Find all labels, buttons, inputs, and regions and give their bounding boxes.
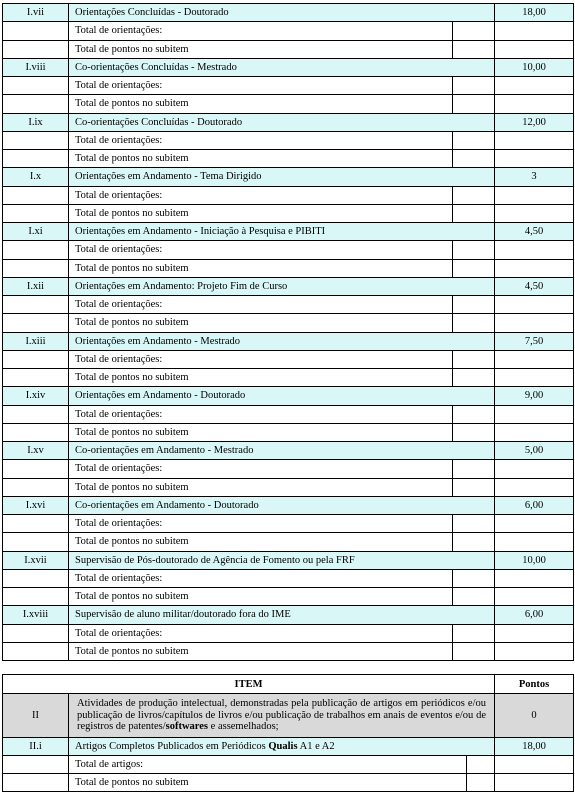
subtotal-label: Total de orientações: — [69, 405, 453, 423]
value-cell[interactable] — [495, 22, 574, 40]
value-cell[interactable] — [495, 186, 574, 204]
subtotal-orientations-row — [3, 460, 574, 478]
item-code: I.viii — [3, 58, 69, 76]
blank-cell — [3, 296, 69, 314]
count-input-cell[interactable] — [453, 460, 495, 478]
subtotal-orientations-row — [3, 296, 574, 314]
item-description: Co-orientações em Andamento - Doutorado — [69, 496, 495, 514]
item-code: I.xii — [3, 277, 69, 295]
subtotal-points-row — [3, 204, 574, 222]
value-cell[interactable] — [495, 296, 574, 314]
subtotal-label: Total de orientações: — [69, 22, 453, 40]
item-row — [3, 168, 574, 186]
item-code: I.xiii — [3, 332, 69, 350]
subtotal-label: Total de orientações: — [69, 350, 453, 368]
subtotal-points-row — [3, 95, 574, 113]
subtotal-points-row — [3, 259, 574, 277]
subtotal-orientations-row — [3, 22, 574, 40]
count-input-cell[interactable] — [453, 241, 495, 259]
subtotal-points-row — [3, 478, 574, 496]
value-cell[interactable] — [495, 259, 574, 277]
item-description: Orientações em Andamento: Projeto Fim de Curso — [69, 277, 495, 295]
value-cell[interactable] — [495, 241, 574, 259]
item-description: Co-orientações Concluídas - Mestrado — [69, 58, 495, 76]
table-header-row — [3, 675, 574, 694]
value-cell[interactable] — [495, 774, 574, 792]
item-code: II — [3, 694, 69, 738]
blank-cell — [3, 95, 69, 113]
count-input-cell[interactable] — [467, 756, 495, 774]
blank-cell — [3, 22, 69, 40]
desc-text-end: A1 e A2 — [297, 741, 335, 752]
blank-cell — [3, 150, 69, 168]
subtotal-label: Total de orientações: — [69, 569, 453, 587]
value-cell[interactable] — [495, 756, 574, 774]
desc-bold-text: softwares — [165, 721, 209, 733]
count-input-cell[interactable] — [453, 186, 495, 204]
blank-cell — [3, 460, 69, 478]
subtotal-label: Total de pontos no subitem — [69, 95, 453, 113]
item-row-ii — [3, 694, 574, 738]
subtotal-label: Total de pontos no subitem — [69, 642, 453, 660]
item-points: 3 — [495, 168, 574, 186]
item-points: 7,50 — [495, 332, 574, 350]
count-input-cell[interactable] — [453, 95, 495, 113]
item-code: I.xvi — [3, 496, 69, 514]
subtotal-label: Total de orientações: — [69, 241, 453, 259]
count-input-cell[interactable] — [453, 131, 495, 149]
item-description: Orientações em Andamento - Tema Dirigido — [69, 168, 495, 186]
blank-cell — [3, 642, 69, 660]
count-input-cell[interactable] — [453, 624, 495, 642]
blank-cell — [3, 405, 69, 423]
item-code: II.i — [3, 738, 69, 756]
item-description: Supervisão de aluno militar/doutorado fora do IME — [69, 606, 495, 624]
subtotal-articles-row — [3, 756, 574, 774]
subtotal-label: Total de pontos no subitem — [69, 774, 467, 792]
item-points: 18,00 — [495, 4, 574, 22]
subtotal-points-row — [3, 40, 574, 58]
subtotal-points-row — [3, 642, 574, 660]
item-code: I.xviii — [3, 606, 69, 624]
subtotal-label: Total de orientações: — [69, 460, 453, 478]
item-points: 6,00 — [495, 496, 574, 514]
value-cell[interactable] — [495, 588, 574, 606]
blank-cell — [3, 241, 69, 259]
value-cell[interactable] — [495, 460, 574, 478]
orientations-table — [2, 3, 574, 661]
count-input-cell[interactable] — [453, 533, 495, 551]
blank-cell — [3, 204, 69, 222]
subtotal-label: Total de orientações: — [69, 624, 453, 642]
subtotal-label: Total de pontos no subitem — [69, 533, 453, 551]
item-code: I.xiv — [3, 387, 69, 405]
subtotal-label: Total de pontos no subitem — [69, 588, 453, 606]
item-description: Orientações em Andamento - Iniciação à Pesquisa e PIBITI — [69, 223, 495, 241]
blank-cell — [3, 774, 69, 792]
subtotal-points-row — [3, 150, 574, 168]
item-points: 4,50 — [495, 223, 574, 241]
blank-cell — [3, 259, 69, 277]
value-cell[interactable] — [495, 624, 574, 642]
count-input-cell[interactable] — [453, 40, 495, 58]
item-code: I.xv — [3, 442, 69, 460]
subtotal-label: Total de pontos no subitem — [69, 369, 453, 387]
item-row — [3, 277, 574, 295]
blank-cell — [3, 515, 69, 533]
subtotal-label: Total de orientações: — [69, 77, 453, 95]
subtotal-points-row — [3, 369, 574, 387]
value-cell[interactable] — [495, 515, 574, 533]
value-cell[interactable] — [495, 314, 574, 332]
value-cell[interactable] — [495, 77, 574, 95]
count-input-cell[interactable] — [453, 350, 495, 368]
count-input-cell[interactable] — [453, 642, 495, 660]
count-input-cell[interactable] — [453, 588, 495, 606]
blank-cell — [3, 478, 69, 496]
production-table — [2, 674, 574, 792]
value-cell[interactable] — [495, 350, 574, 368]
item-code: I.xvii — [3, 551, 69, 569]
subtotal-label: Total de pontos no subitem — [69, 314, 453, 332]
subtotal-label: Total de orientações: — [69, 186, 453, 204]
subtotal-orientations-row — [3, 350, 574, 368]
item-row — [3, 113, 574, 131]
count-input-cell[interactable] — [453, 478, 495, 496]
subtotal-points-row — [3, 533, 574, 551]
item-points: 6,00 — [495, 606, 574, 624]
count-input-cell[interactable] — [453, 515, 495, 533]
count-input-cell[interactable] — [453, 405, 495, 423]
item-row — [3, 223, 574, 241]
blank-cell — [3, 131, 69, 149]
item-row — [3, 551, 574, 569]
blank-cell — [3, 756, 69, 774]
desc-text-end: e assemelhados; — [208, 721, 279, 733]
item-description: Co-orientações em Andamento - Mestrado — [69, 442, 495, 460]
blank-cell — [3, 77, 69, 95]
item-code: I.ix — [3, 113, 69, 131]
subtotal-label: Total de orientações: — [69, 515, 453, 533]
blank-cell — [3, 423, 69, 441]
item-row — [3, 332, 574, 350]
item-points: 4,50 — [495, 277, 574, 295]
value-cell[interactable] — [495, 369, 574, 387]
item-description: Orientações em Andamento - Doutorado — [69, 387, 495, 405]
subtotal-points-row — [3, 774, 574, 792]
value-cell[interactable] — [495, 533, 574, 551]
subtotal-label: Total de pontos no subitem — [69, 423, 453, 441]
subtotal-orientations-row — [3, 405, 574, 423]
desc-bold-text: Qualis — [268, 741, 298, 752]
subtotal-label: Total de pontos no subitem — [69, 150, 453, 168]
item-row — [3, 496, 574, 514]
blank-cell — [3, 40, 69, 58]
count-input-cell[interactable] — [453, 22, 495, 40]
value-cell[interactable] — [495, 405, 574, 423]
count-input-cell[interactable] — [453, 259, 495, 277]
subtotal-orientations-row — [3, 77, 574, 95]
subtotal-points-row — [3, 423, 574, 441]
count-input-cell[interactable] — [453, 204, 495, 222]
value-cell[interactable] — [495, 95, 574, 113]
header-item: ITEM — [3, 675, 495, 694]
value-cell[interactable] — [495, 423, 574, 441]
count-input-cell[interactable] — [453, 296, 495, 314]
desc-text: Atividades de produção intelectual, demonstradas pela publicação de artigos em periódicos e/ou publicação de livros/capítulos de livros e/ou publicação de trabalhos em anais de eventos e/ou de registros de patentes/ — [77, 698, 486, 733]
value-cell[interactable] — [495, 40, 574, 58]
desc-text: Artigos Completos Publicados em Periódicos — [75, 741, 269, 752]
item-row-ii-i — [3, 738, 574, 756]
item-points: 10,00 — [495, 58, 574, 76]
value-cell[interactable] — [495, 569, 574, 587]
item-description: Supervisão de Pós-doutorado de Agência de Fomento ou pela FRF — [69, 551, 495, 569]
count-input-cell[interactable] — [453, 369, 495, 387]
subtotal-label: Total de pontos no subitem — [69, 204, 453, 222]
item-description: Orientações em Andamento - Mestrado — [69, 332, 495, 350]
count-input-cell[interactable] — [453, 77, 495, 95]
subtotal-points-row — [3, 588, 574, 606]
item-points: 9,00 — [495, 387, 574, 405]
item-points: 5,00 — [495, 442, 574, 460]
blank-cell — [3, 314, 69, 332]
blank-cell — [3, 569, 69, 587]
subtotal-orientations-row — [3, 241, 574, 259]
blank-cell — [3, 588, 69, 606]
subtotal-orientations-row — [3, 131, 574, 149]
item-row — [3, 442, 574, 460]
blank-cell — [3, 186, 69, 204]
blank-cell — [3, 624, 69, 642]
item-row — [3, 58, 574, 76]
subtotal-orientations-row — [3, 186, 574, 204]
item-row — [3, 606, 574, 624]
item-code: I.x — [3, 168, 69, 186]
header-points: Pontos — [495, 675, 574, 694]
subtotal-points-row — [3, 314, 574, 332]
value-cell[interactable] — [495, 131, 574, 149]
item-code: I.vii — [3, 4, 69, 22]
subtotal-orientations-row — [3, 569, 574, 587]
value-cell[interactable] — [495, 150, 574, 168]
item-points: 0 — [495, 694, 574, 738]
item-points: 18,00 — [495, 738, 574, 756]
item-points: 10,00 — [495, 551, 574, 569]
blank-cell — [3, 369, 69, 387]
item-row — [3, 4, 574, 22]
count-input-cell[interactable] — [453, 423, 495, 441]
subtotal-label: Total de pontos no subitem — [69, 259, 453, 277]
item-code: I.xi — [3, 223, 69, 241]
value-cell[interactable] — [495, 478, 574, 496]
item-description: Orientações Concluídas - Doutorado — [69, 4, 495, 22]
subtotal-label: Total de pontos no subitem — [69, 478, 453, 496]
subtotal-orientations-row — [3, 515, 574, 533]
blank-cell — [3, 350, 69, 368]
item-points: 12,00 — [495, 113, 574, 131]
item-row — [3, 387, 574, 405]
subtotal-label: Total de orientações: — [69, 131, 453, 149]
item-description: Co-orientações Concluídas - Doutorado — [69, 113, 495, 131]
subtotal-orientations-row — [3, 624, 574, 642]
subtotal-label: Total de pontos no subitem — [69, 40, 453, 58]
subtotal-label: Total de artigos: — [69, 756, 467, 774]
value-cell[interactable] — [495, 642, 574, 660]
count-input-cell[interactable] — [453, 314, 495, 332]
blank-cell — [3, 533, 69, 551]
subtotal-label: Total de orientações: — [69, 296, 453, 314]
value-cell[interactable] — [495, 204, 574, 222]
item-description — [69, 694, 495, 738]
count-input-cell[interactable] — [453, 569, 495, 587]
item-description — [69, 738, 495, 756]
count-input-cell[interactable] — [467, 774, 495, 792]
count-input-cell[interactable] — [453, 150, 495, 168]
